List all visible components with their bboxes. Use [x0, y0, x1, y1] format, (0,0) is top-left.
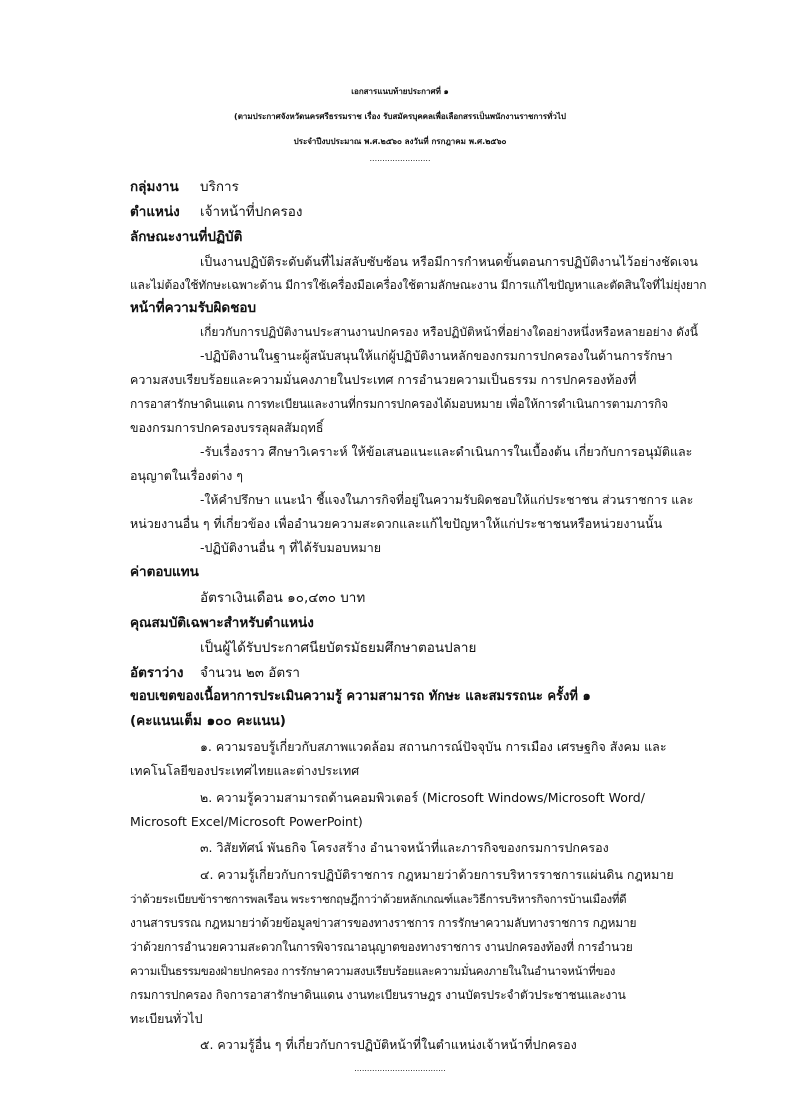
assessment-item-4-cont: กรมการปกครอง กิจการอาสารักษาดินแดน งานทะเบียนราษฎร งานบัตรประจำตัวประชาชนและงาน	[130, 988, 626, 1002]
position-value: เจ้าหน้าที่ปกครอง	[200, 204, 303, 220]
assessment-item-4-cont: งานสารบรรณ กฎหมายว่าด้วยข้อมูลข่าวสารของทางราชการ การรักษาความลับทางราชการ กฎหมาย	[130, 916, 637, 930]
qualifications-value: เป็นผู้ได้รับประกาศนียบัตรมัธยมศึกษาตอนปลาย	[200, 640, 477, 656]
assessment-item-4: ๔. ความรู้เกี่ยวกับการปฏิบัติราชการ กฎหมายว่าด้วยการบริหารราชการแผ่นดิน กฎหมาย	[200, 867, 674, 882]
announcement-reference-line: (ตามประกาศจังหวัดนครศรีธรรมราช เรื่อง รับสมัครบุคคลเพื่อเลือกสรรเป็นพนักงานราชการทั่วไป	[234, 112, 566, 121]
vacancies-label: อัตราว่าง	[130, 665, 184, 681]
responsibilities-heading: หน้าที่ความรับผิดชอบ	[130, 300, 257, 316]
fiscal-year-date-line: ประจำปีงบประมาณ พ.ศ.๒๕๖๐ ลงวันที่ กรกฎาคม พ.ศ.๒๕๖๐	[293, 137, 507, 146]
compensation-heading: ค่าตอบแทน	[130, 564, 199, 580]
responsibility-line: ของกรมการปกครองบรรลุผลสัมฤทธิ์	[130, 420, 324, 435]
responsibility-line: -ให้คำปรึกษา แนะนำ ชี้แจงในภารกิจที่อยู่ในความรับผิดชอบให้แก่ประชาชน ส่วนราชการ และ	[200, 493, 694, 507]
assessment-item-1-cont: เทคโนโลยีของประเทศไทยและต่างประเทศ	[130, 763, 360, 778]
qualifications-heading: คุณสมบัติเฉพาะสำหรับตำแหน่ง	[130, 615, 314, 631]
position-label: ตำแหน่ง	[130, 204, 180, 220]
assessment-item-1: ๑. ความรอบรู้เกี่ยวกับสภาพแวดล้อม สถานการณ์ปัจจุบัน การเมือง เศรษฐกิจ สังคม และ	[200, 739, 667, 754]
group-label: กลุ่มงาน	[130, 179, 179, 195]
assessment-subheading: (คะแนนเต็ม ๑๐๐ คะแนน)	[130, 713, 286, 729]
end-separator: ....................................	[354, 1064, 446, 1073]
job-nature-heading: ลักษณะงานที่ปฏิบัติ	[130, 229, 243, 245]
responsibility-line: เกี่ยวกับการปฏิบัติงานประสานงานปกครอง หรือปฏิบัติหน้าที่อย่างใดอย่างหนึ่งหรือหลายอย่าง ดังนี้	[200, 325, 698, 339]
job-nature-line: และไม่ต้องใช้ทักษะเฉพาะด้าน มีการใช้เครื่องมือเครื่องใช้ตามลักษณะงาน มีการแก้ไขปัญหาและตัดสินใจที่ไม่ยุ่งยาก	[130, 278, 707, 292]
assessment-item-2: ๒. ความรู้ความสามารถด้านคอมพิวเตอร์ (Microsoft Windows/Microsoft Word/	[200, 790, 645, 805]
document-title: เอกสารแนบท้ายประกาศที่ ๑	[351, 87, 449, 96]
responsibility-line: การอาสารักษาดินแดน การทะเบียนและงานที่กรมการปกครองได้มอบหมาย เพื่อให้การดำเนินการตามภารกิจ	[130, 397, 668, 411]
assessment-item-4-cont: ว่าด้วยระเบียบข้าราชการพลเรือน พระราชกฤษฎีกาว่าด้วยหลักเกณฑ์และวิธีการบริหารกิจการบ้านเมืองที่ดี	[130, 892, 627, 906]
assessment-item-5: ๕. ความรู้อื่น ๆ ที่เกี่ยวกับการปฏิบัติหน้าที่ในตำแหน่งเจ้าหน้าที่ปกครอง	[200, 1037, 577, 1052]
responsibility-line: -ปฏิบัติงานอื่น ๆ ที่ได้รับมอบหมาย	[200, 540, 382, 555]
responsibility-line: -ปฏิบัติงานในฐานะผู้สนับสนุนให้แก่ผู้ปฏิบัติงานหลักของกรมการปกครองในด้านการรักษา	[200, 348, 673, 363]
responsibility-line: อนุญาตในเรื่องต่าง ๆ	[130, 468, 244, 483]
assessment-item-2-cont: Microsoft Excel/Microsoft PowerPoint)	[130, 814, 363, 829]
responsibility-line: -รับเรื่องราว ศึกษาวิเคราะห์ ให้ข้อเสนอแนะและดำเนินการในเบื้องต้น เกี่ยวกับการอนุมัติและ	[200, 444, 693, 459]
assessment-item-4-cont: ทะเบียนทั่วไป	[130, 1011, 203, 1026]
job-nature-line: เป็นงานปฏิบัติระดับต้นที่ไม่สลับซับซ้อน หรือมีการกำหนดขั้นตอนการปฏิบัติงานไว้อย่างชัดเจน	[200, 254, 698, 269]
group-value: บริการ	[200, 179, 239, 195]
vacancies-value: จำนวน ๒๓ อัตรา	[200, 665, 300, 681]
assessment-item-4-cont: ความเป็นธรรมของฝ่ายปกครอง การรักษาความสงบเรียบร้อยและความมั่นคงภายในในอำนาจหน้าที่ของ	[130, 964, 616, 978]
assessment-item-3: ๓. วิสัยทัศน์ พันธกิจ โครงสร้าง อำนาจหน้าที่และภารกิจของกรมการปกครอง	[200, 840, 609, 855]
responsibility-line: หน่วยงานอื่น ๆ ที่เกี่ยวข้อง เพื่ออำนวยความสะดวกและแก้ไขปัญหาให้แก่ประชาชนหรือหน่วยงานนั้น	[130, 516, 663, 531]
responsibility-line: ความสงบเรียบร้อยและความมั่นคงภายในประเทศ การอำนวยความเป็นธรรม การปกครองท้องที่	[130, 372, 637, 387]
assessment-item-4-cont: ว่าด้วยการอำนวยความสะดวกในการพิจารณาอนุญาตของทางราชการ งานปกครองท้องที่ การอำนวย	[130, 940, 633, 954]
header-separator: ........................	[369, 154, 431, 163]
compensation-value: อัตราเงินเดือน ๑๐,๔๓๐ บาท	[200, 590, 366, 606]
assessment-heading: ขอบเขตของเนื้อหาการประเมินความรู้ ความสามารถ ทักษะ และสมรรถนะ ครั้งที่ ๑	[130, 689, 591, 704]
